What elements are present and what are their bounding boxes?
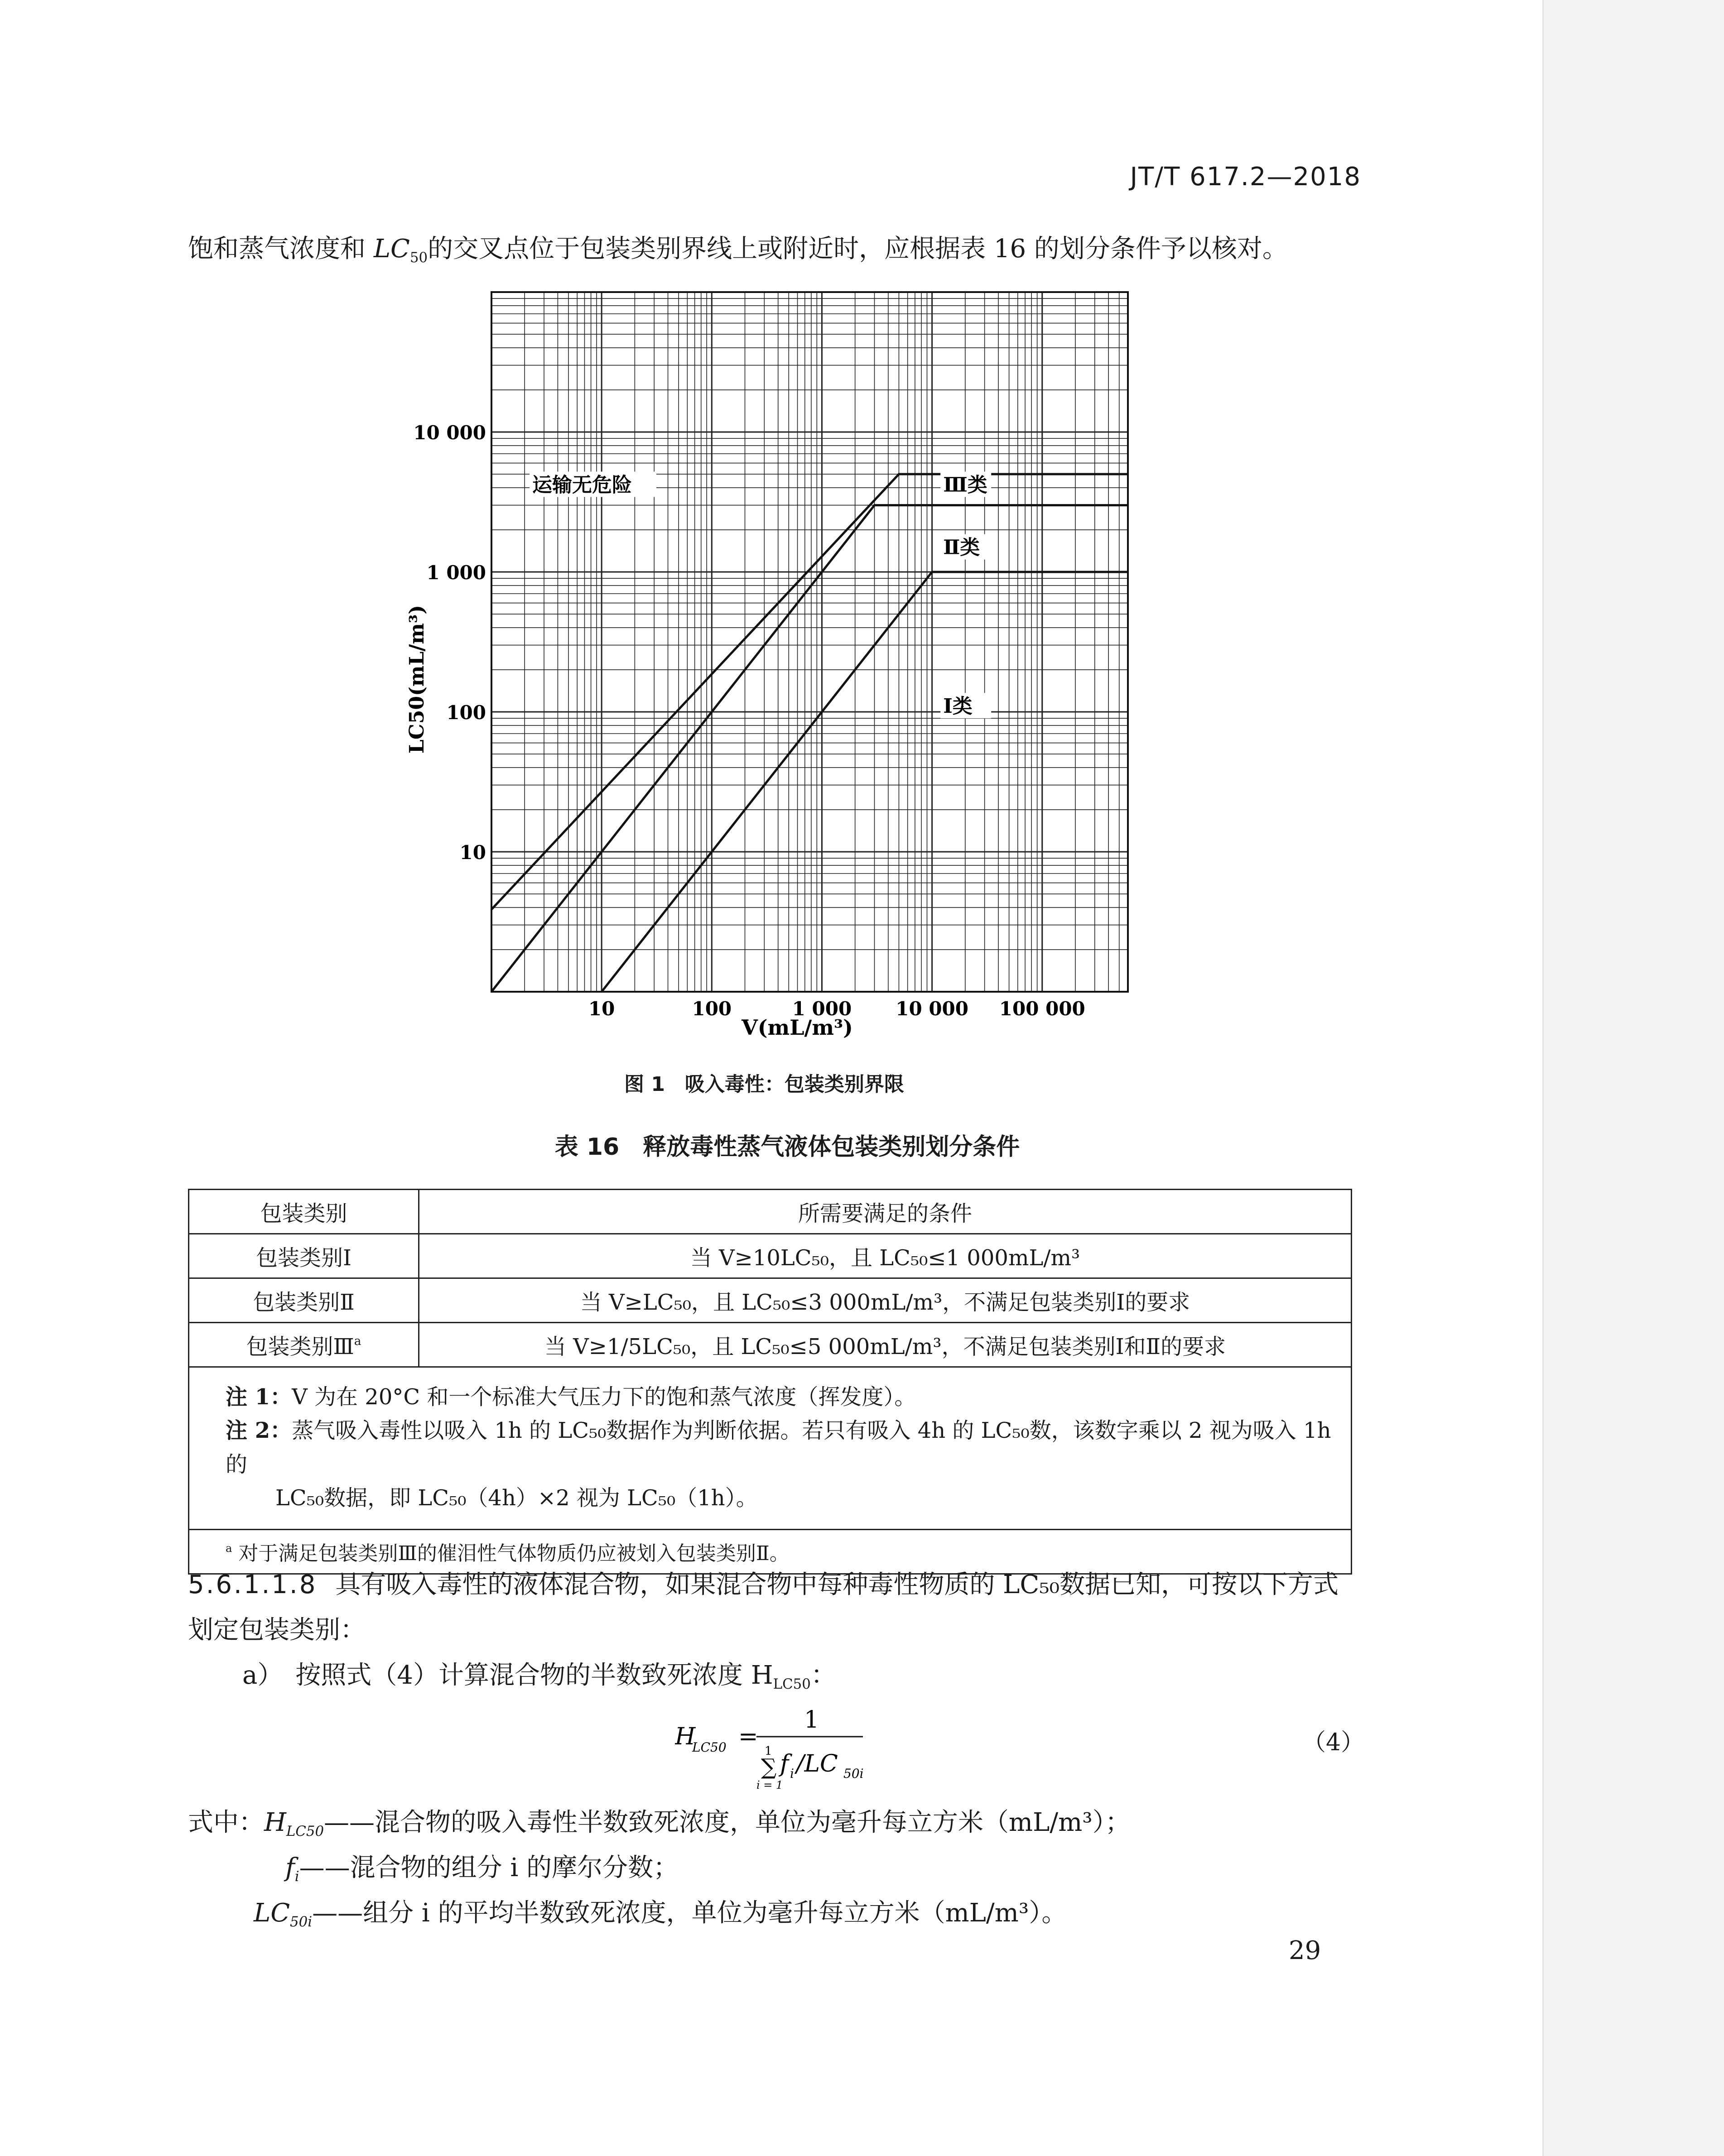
y-axis-label: LC50(mL/m³) xyxy=(405,605,429,754)
document-number: JT/T 617.2—2018 xyxy=(1130,162,1361,192)
section-text-2: 划定包装类别： xyxy=(188,1615,366,1645)
x-tick-label: 100 000 xyxy=(999,998,1085,1020)
table-row xyxy=(189,1323,1352,1367)
footnote-mark: a xyxy=(226,1541,232,1555)
note-2-label: 注 2： xyxy=(226,1418,292,1444)
denominator-f: f xyxy=(780,1750,789,1777)
sum-symbol-icon: ∑ xyxy=(761,1754,777,1780)
intro-lc-sub: 50 xyxy=(409,249,428,266)
table-header-row xyxy=(189,1190,1352,1234)
chart-grid xyxy=(491,292,1128,992)
chart-annotation: Ⅰ类 xyxy=(943,695,973,718)
note-1 xyxy=(226,1380,1333,1414)
definition-prefix: 式中： xyxy=(188,1808,264,1837)
x-axis-label: V(mL/m³) xyxy=(742,1015,853,1040)
lc50-vapor-chart xyxy=(399,281,1169,1051)
note-2-text: 蒸气吸入毒性以吸入 1h 的 LC₅₀数据作为判断依据。若只有吸入 4h 的 LC₅₀数，该数字乘以 2 视为吸入 1h 的 xyxy=(226,1418,1331,1477)
row-category-cell xyxy=(189,1323,419,1367)
footnote-mark: a xyxy=(354,1334,361,1349)
y-tick-label: 10 xyxy=(459,841,486,864)
denominator-rest: /LC xyxy=(796,1750,838,1777)
page-margin-strip xyxy=(1542,0,1724,2156)
page-number: 29 xyxy=(1289,1936,1321,1965)
item-a xyxy=(242,1660,836,1693)
equation-number: （4） xyxy=(1302,1729,1365,1756)
plot-frame xyxy=(491,292,1128,992)
table-footnote xyxy=(189,1529,1352,1574)
figure-caption: 图 1 吸入毒性：包装类别界限 xyxy=(624,1073,904,1096)
denominator-f-sub: i xyxy=(790,1766,794,1781)
item-a-end: ： xyxy=(810,1661,836,1690)
row-condition: 当 V≥1/5LC₅₀，且 LC₅₀≤5 000mL/m³，不满足包装类别Ⅰ和Ⅱ的要求 xyxy=(419,1323,1352,1367)
y-tick-label: 10 000 xyxy=(413,422,486,444)
definition-symbol-sub: 50i xyxy=(290,1913,313,1930)
boundary-line-3 xyxy=(602,572,1128,992)
x-tick-label: 10 000 xyxy=(896,998,969,1020)
sum-top: 1 xyxy=(765,1744,772,1758)
formula-4 xyxy=(675,1707,901,1798)
note-2-continued: LC₅₀数据，即 LC₅₀（4h）×2 视为 LC₅₀（1h）。 xyxy=(275,1485,758,1511)
formula-equals: = xyxy=(738,1723,758,1750)
note-1-text: V 为在 20°C 和一个标准大气压力下的饱和蒸气浓度（挥发度）。 xyxy=(292,1384,916,1410)
definition-symbol: LC xyxy=(254,1898,290,1928)
sum-bottom: i = 1 xyxy=(756,1779,783,1791)
intro-text-2: 的交叉点位于包装类别界线上或附近时，应根据表 16 的划分条件予以核对。 xyxy=(428,234,1288,264)
definition-symbol: H xyxy=(264,1808,286,1837)
definition-symbol-sub: LC50 xyxy=(286,1823,324,1839)
footnote-text: 对于满足包装类别Ⅲ的催泪性气体物质仍应被划入包装类别Ⅱ。 xyxy=(238,1542,790,1565)
definition-text: ——混合物的吸入毒性半数致死浓度，单位为毫升每立方米（mL/m³）； xyxy=(324,1808,1131,1837)
table-title: 表 16 释放毒性蒸气液体包装类别划分条件 xyxy=(554,1133,1020,1161)
chart-annotations xyxy=(530,471,991,718)
row-category: 包装类别Ⅲ xyxy=(246,1334,354,1359)
table-notes-row xyxy=(189,1367,1352,1530)
x-tick-label: 10 xyxy=(588,998,615,1020)
table-notes xyxy=(189,1367,1352,1530)
definition-3 xyxy=(254,1897,1067,1930)
chart-series-layer xyxy=(491,474,1128,992)
formula-lhs-sub: LC50 xyxy=(692,1740,727,1755)
note-1-label: 注 1： xyxy=(226,1384,292,1410)
table-footnote-row xyxy=(189,1529,1352,1574)
section-text-1: 具有吸入毒性的液体混合物，如果混合物中每种毒性物质的 LC₅₀数据已知，可按以下方式 xyxy=(335,1570,1339,1599)
boundary-line-1 xyxy=(491,474,1128,909)
packing-group-table xyxy=(188,1189,1352,1575)
table-row xyxy=(189,1278,1352,1323)
intro-paragraph xyxy=(188,233,1288,266)
section-heading-line xyxy=(188,1569,1339,1601)
y-tick-label: 1 000 xyxy=(426,562,486,584)
row-category: 包装类别Ⅰ xyxy=(189,1234,419,1278)
row-category: 包装类别Ⅱ xyxy=(189,1278,419,1323)
formula-numerator: 1 xyxy=(804,1707,819,1733)
definition-symbol: f xyxy=(285,1853,295,1882)
formula-lhs: H xyxy=(675,1723,696,1750)
table-row xyxy=(189,1234,1352,1278)
header-condition: 所需要满足的条件 xyxy=(419,1190,1352,1234)
definition-symbol-sub: i xyxy=(294,1868,299,1885)
y-tick-label: 100 xyxy=(446,701,486,724)
chart-annotation: 运输无危险 xyxy=(532,473,632,497)
chart-annotation: Ⅱ类 xyxy=(943,536,980,559)
definition-text: ——混合物的组分 i 的摩尔分数； xyxy=(299,1853,679,1882)
definition-text: ——组分 i 的平均半数致死浓度，单位为毫升每立方米（mL/m³）。 xyxy=(312,1898,1067,1928)
definition-1 xyxy=(188,1807,1131,1840)
note-2 xyxy=(226,1414,1333,1481)
item-a-text: a） 按照式（4）计算混合物的半数致死浓度 H xyxy=(242,1661,773,1690)
section-number: 5.6.1.1.8 xyxy=(188,1570,318,1599)
x-tick-label: 100 xyxy=(692,998,732,1020)
x-tick-label: 1 000 xyxy=(792,998,852,1020)
definition-2 xyxy=(285,1852,679,1885)
intro-text-1: 饱和蒸气浓度和 xyxy=(188,234,374,264)
denominator-rest-sub: 50i xyxy=(843,1766,864,1781)
row-condition: 当 V≥LC₅₀，且 LC₅₀≤3 000mL/m³，不满足包装类别Ⅰ的要求 xyxy=(419,1278,1352,1323)
intro-lc: LC xyxy=(373,234,410,264)
chart-annotation: Ⅲ类 xyxy=(943,473,987,497)
header-category: 包装类别 xyxy=(189,1190,419,1234)
item-a-sub: LC50 xyxy=(773,1676,811,1692)
row-condition: 当 V≥10LC₅₀，且 LC₅₀≤1 000mL/m³ xyxy=(419,1234,1352,1278)
